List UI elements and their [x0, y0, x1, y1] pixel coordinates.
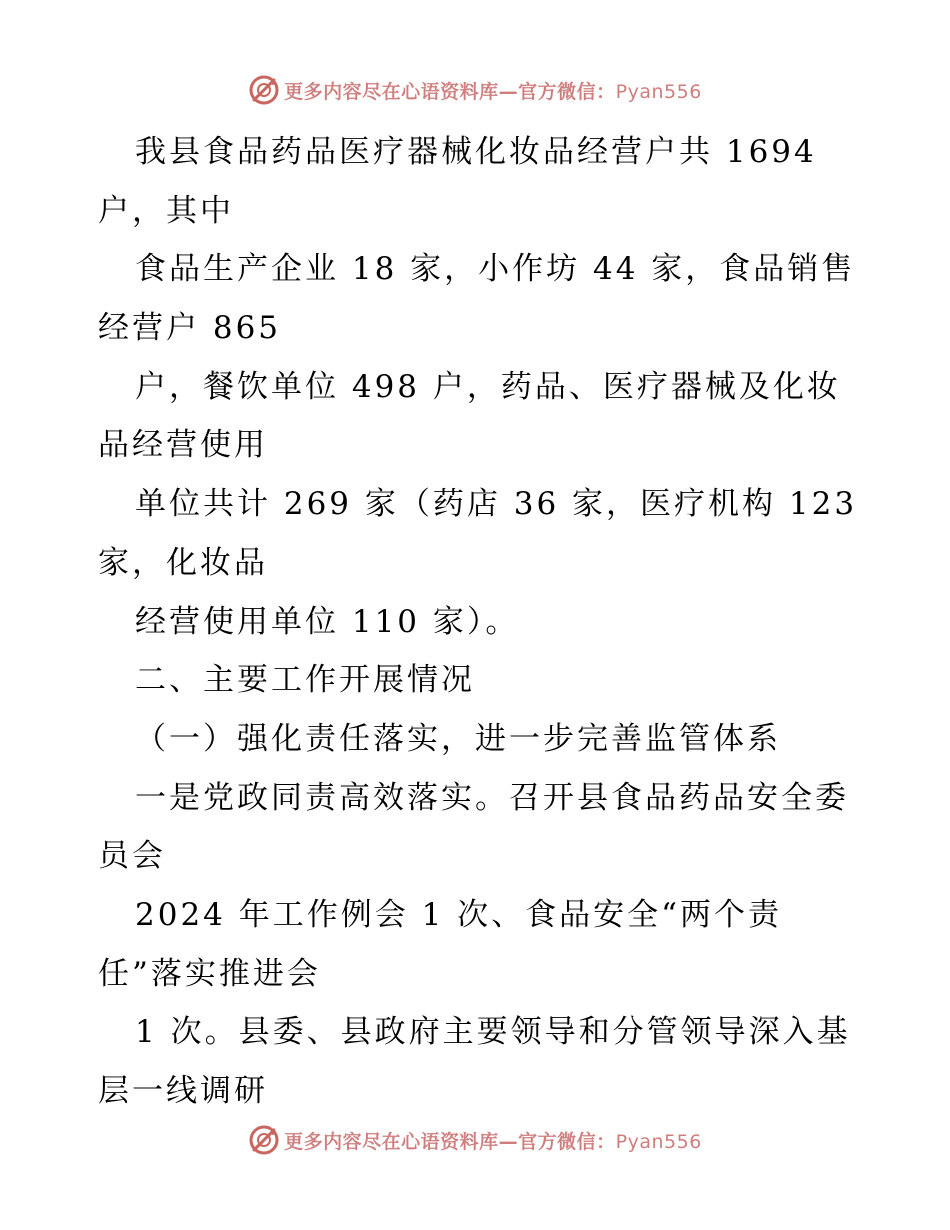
text-line: 一是党政同责高效落实。召开县食品药品安全委	[135, 779, 849, 816]
text-line: 2024 年工作例会 1 次、食品安全“两个责	[135, 896, 783, 933]
section-heading: 二、主要工作开展情况	[135, 662, 475, 699]
text-line: 经营户 865	[98, 310, 282, 347]
header-wechat-id: Pyan556	[615, 80, 702, 103]
text-line: 户，其中	[98, 192, 234, 229]
text-line: 家，化妆品	[98, 544, 268, 581]
header-banner	[0, 70, 950, 110]
text-line: 员会	[98, 838, 166, 875]
text-line: 单位共计 269 家（药店 36 家，医疗机构 123	[135, 486, 858, 523]
logo-icon	[248, 74, 280, 106]
header-banner-text: 更多内容尽在心语资料库—官方微信：Pyan556	[284, 80, 702, 103]
document-body	[98, 123, 858, 1121]
footer-banner	[0, 1120, 950, 1160]
text-line: 我县食品药品医疗器械化妆品经营户共 1694	[135, 134, 817, 170]
text-line: 任”落实推进会	[98, 955, 321, 992]
footer-wechat-id: Pyan556	[615, 1130, 702, 1153]
text-line: 食品生产企业 18 家，小作坊 44 家，食品销售	[135, 251, 856, 288]
subsection-heading: （一）强化责任落实，进一步完善监管体系	[135, 720, 781, 757]
text-line: 层一线调研	[98, 1073, 268, 1109]
text-line: 经营使用单位 110 家）。	[135, 603, 520, 640]
text-line: 品经营使用	[98, 427, 268, 464]
text-line: 户，餐饮单位 498 户，药品、医疗器械及化妆	[135, 368, 841, 405]
text-line: 1 次。县委、县政府主要领导和分管领导深入基	[135, 1014, 851, 1051]
logo-icon	[248, 1124, 280, 1156]
footer-banner-text: 更多内容尽在心语资料库—官方微信：Pyan556	[284, 1130, 702, 1153]
